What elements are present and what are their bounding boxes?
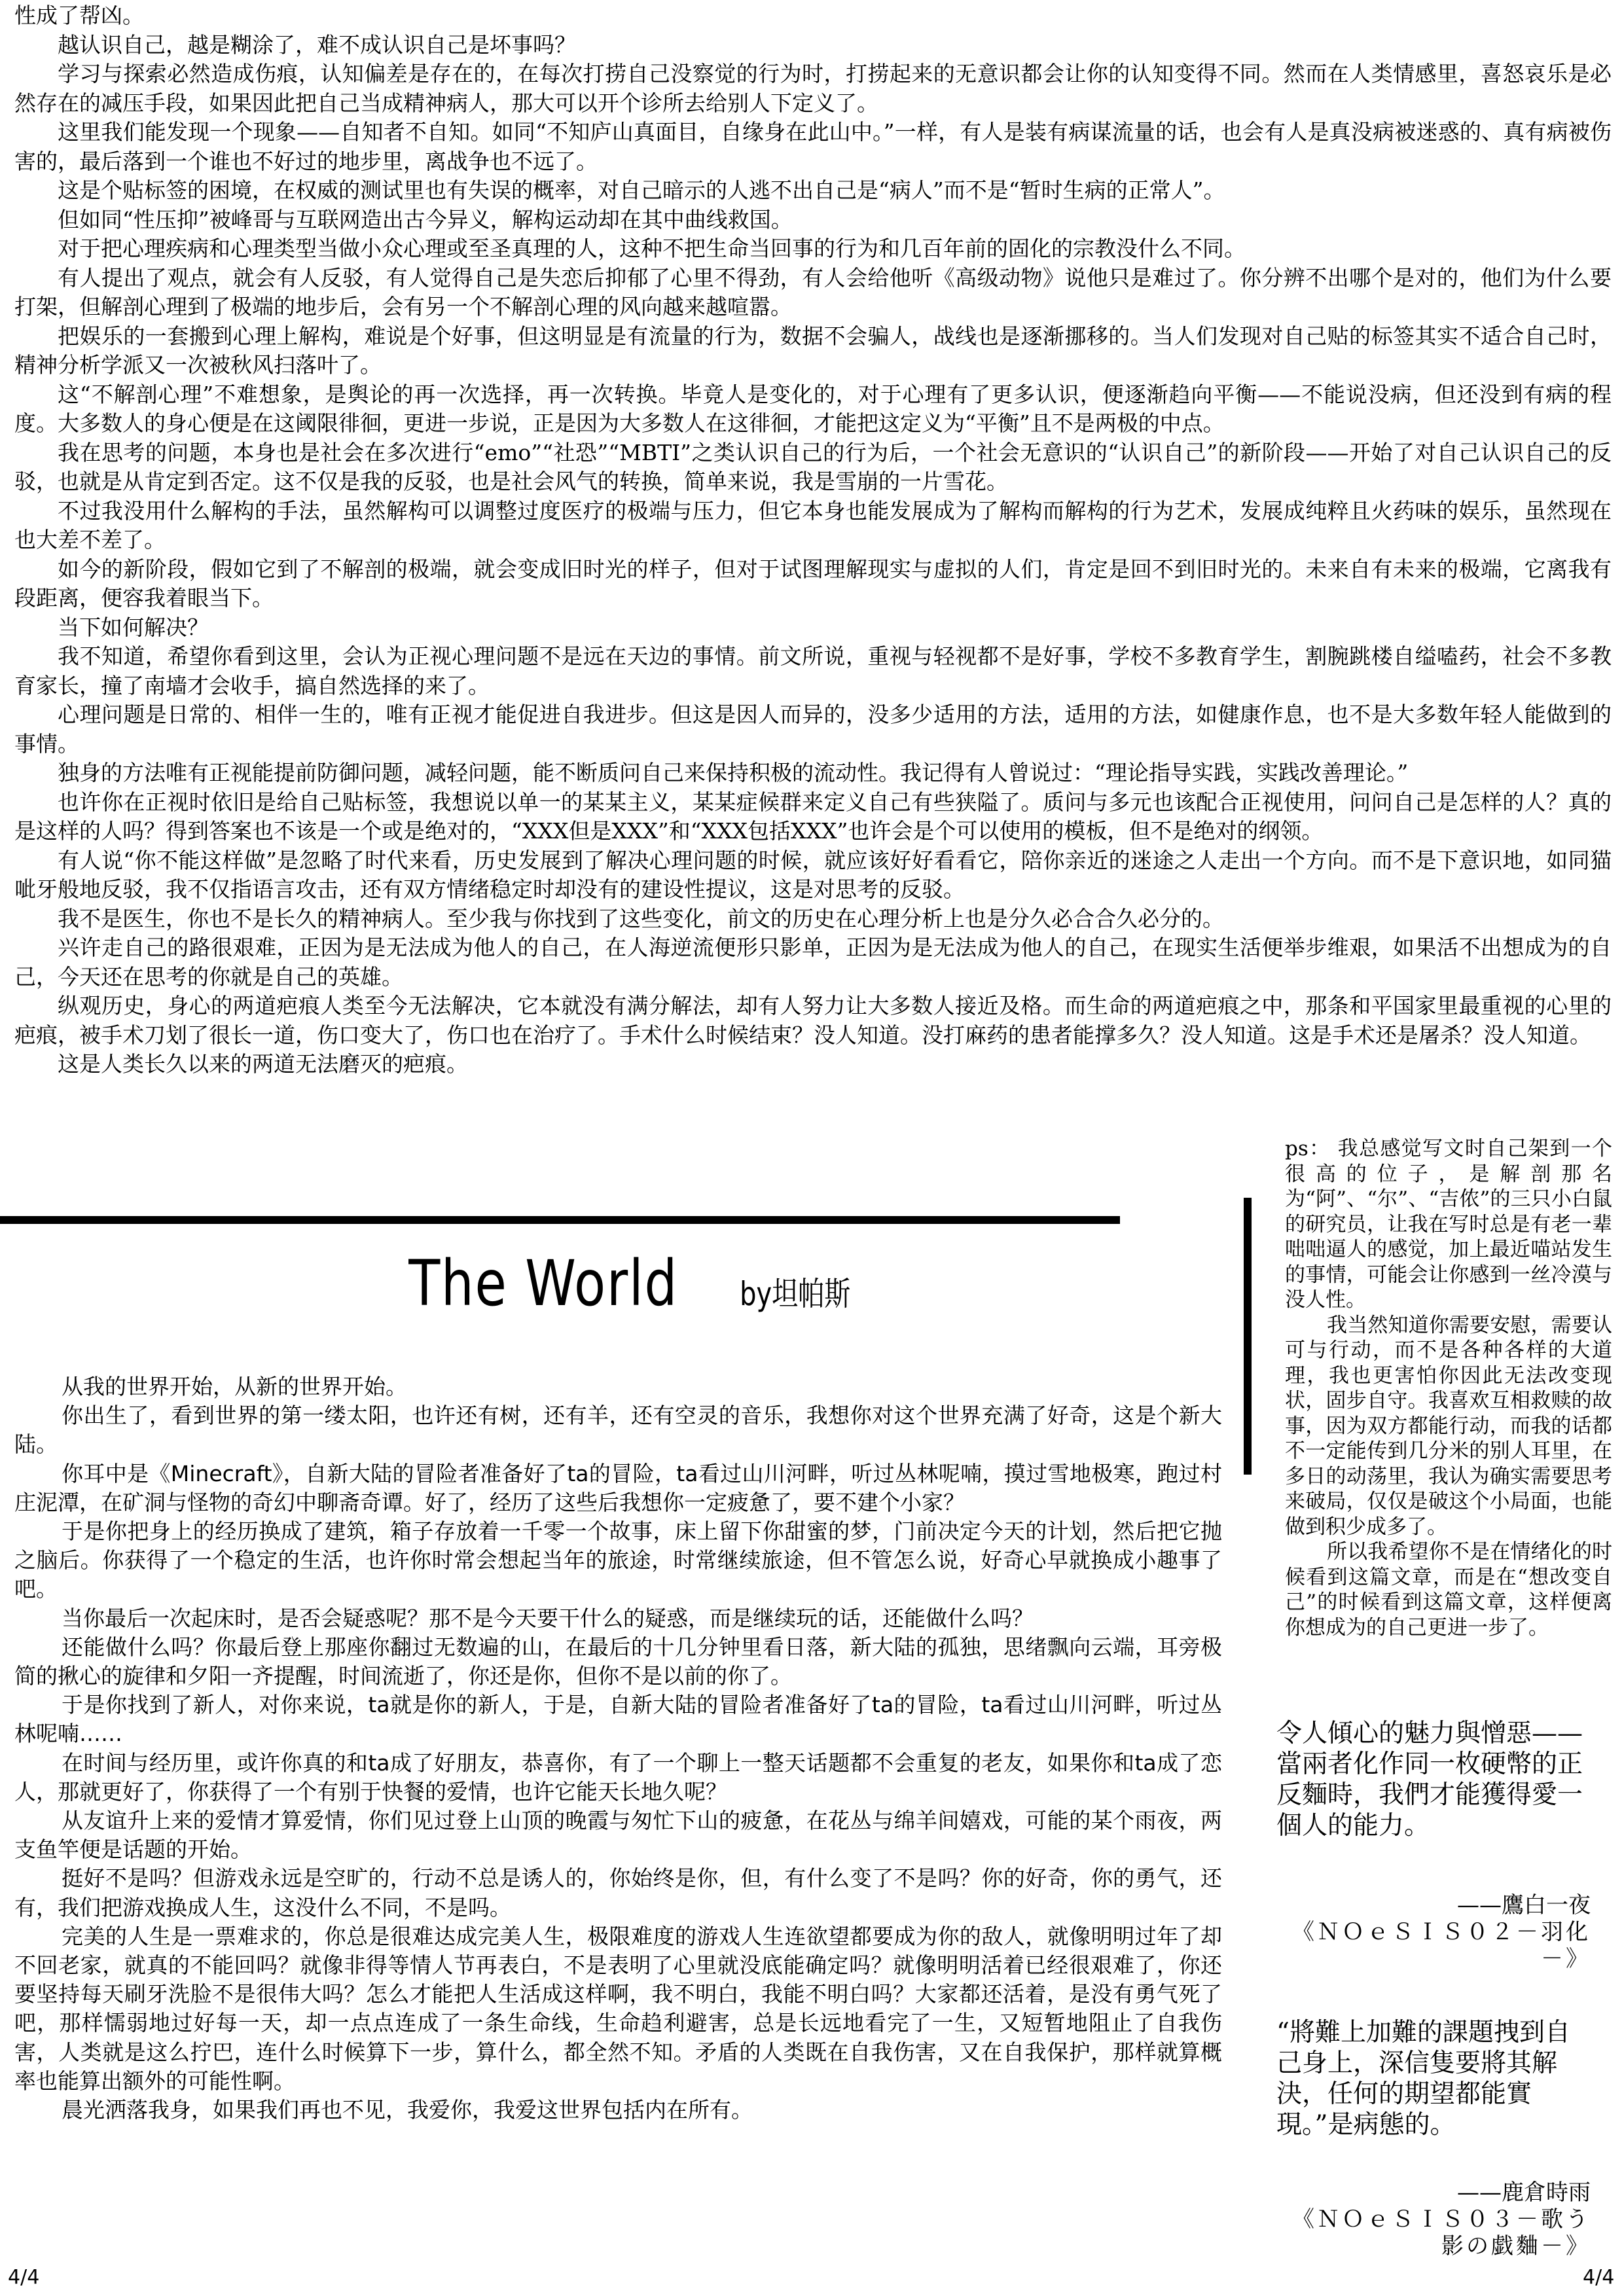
paragraph: 也许你在正视时依旧是给自己贴标签，我想说以单一的某某主义，某某症候群来定义自己有些狭隘了。质问与多元也该配合正视使用，问问自己是怎样的人？真的是这样的人吗？得到答案也不该是一个或是绝对的，“XXX但是XXX”和“XXX包括XXX”也许会是个可以使用的模板，但不是绝对的纲领。 xyxy=(14,789,1612,844)
paragraph: 我不知道，希望你看到这里，会认为正视心理问题不是远在天边的事情。前文所说，重视与轻视都不是好事，学校不多教育学生，割腕跳楼自缢嗑药，社会不多教育家长，撞了南墙才会收手，搞自然选择的来了。 xyxy=(14,643,1612,698)
paragraph: 如今的新阶段，假如它到了不解剖的极端，就会变成旧时光的样子，但对于试图理解现实与虚拟的人们，肯定是回不到旧时光的。未来自有未来的极端，它离我有段距离，便容我着眼当下。 xyxy=(14,556,1612,611)
article-byline: by坦帕斯 xyxy=(740,1275,851,1313)
paragraph: 纵观历史，身心的两道疤痕人类至今无法解决，它本就没有满分解法，却有人努力让大多数人接近及格。而生命的两道疤痕之中，那条和平国家里最重视的心里的疤痕，被手术刀划了很长一道，伤口变大了，伤口也在治疗了。手术什么时候结束？没人知道。没打麻药的患者能撑多久？没人知道。这是手术还是屠杀？没人知道。 xyxy=(14,993,1612,1048)
paragraph: 你耳中是《Minecraft》，自新大陆的冒险者准备好了ta的冒险，ta看过山川河畔，听过丛林呢喃，摸过雪地极寒，跑过村庄泥潭，在矿洞与怪物的奇幻中聊斋奇谭。好了，经历了这些后我想你一定疲惫了，要不建个小家？ xyxy=(14,1460,1222,1515)
ps-paragraph: 我当然知道你需要安慰，需要认可与行动，而不是各种各样的大道理，我也更害怕你因此无法改变现状，固步自守。我喜欢互相救赎的故事，因为双方都能行动，而我的话都不一定能传到几分米的别人耳里，在多日的动荡里，我认为确实需要思考来破局，仅仅是破这个小局面，也能做到积少成多了。 xyxy=(1285,1313,1612,1539)
paragraph: 这里我们能发现一个现象——自知者不自知。如同“不知庐山真面目，自缘身在此山中。”一样，有人是装有病谋流量的话，也会有人是真没病被迷惑的、真有病被伤害的，最后落到一个谁也不好过的地步里，离战争也不远了。 xyxy=(14,119,1612,174)
paragraph: 这“不解剖心理”不难想象，是舆论的再一次选择，再一次转换。毕竟人是变化的，对于心理有了更多认识，便逐渐趋向平衡——不能说没病，但还没到有病的程度。大多数人的身心便是在这阈限徘徊，更进一步说，正是因为大多数人在这徘徊，才能把这定义为“平衡”且不是两极的中点。 xyxy=(14,381,1612,436)
paragraph: 于是你把身上的经历换成了建筑，箱子存放着一千零一个故事，床上留下你甜蜜的梦，门前决定今天的计划，然后把它抛之脑后。你获得了一个稳定的生活，也许你时常会想起当年的旅途，时常继续旅途，但不管怎么说，好奇心早就换成小趣事了吧。 xyxy=(14,1518,1222,1602)
paragraph: 兴许走自己的路很艰难，正因为是无法成为他人的自己，在人海逆流便形只影单，正因为是无法成为他人的自己，在现实生活便举步维艰，如果活不出想成为的自己，今天还在思考的你就是自己的英雄。 xyxy=(14,935,1612,990)
paragraph: 越认识自己，越是糊涂了，难不成认识自己是坏事吗？ xyxy=(58,31,576,58)
paragraph: 晨光洒落我身，如果我们再也不见，我爱你，我爱这世界包括内在所有。 xyxy=(62,2097,753,2123)
page-number-right: 4/4 xyxy=(1583,2266,1615,2289)
paragraph: 有人提出了观点，就会有人反驳，有人觉得自己是失恋后抑郁了心里不得劲，有人会给他听《高级动物》说他只是难过了。你分辨不出哪个是对的，他们为什么要打架，但解剖心理到了极端的地步后，会有另一个不解剖心理的风向越来越喧嚣。 xyxy=(14,264,1612,319)
paragraph: 还能做什么吗？你最后登上那座你翻过无数遍的山，在最后的十几分钟里看日落，新大陆的孤独，思绪飘向云端，耳旁极简的揪心的旋律和夕阳一齐提醒，时间流逝了，你还是你，但你不是以前的你了。 xyxy=(14,1634,1222,1689)
paragraph: 不过我没用什么解构的手法，虽然解构可以调整过度医疗的极端与压力，但它本身也能发展成为了解构而解构的行为艺术，发展成纯粹且火药味的娱乐，虽然现在也大差不差了。 xyxy=(14,497,1612,552)
paragraph: 对于把心理疾病和心理类型当做小众心理或至圣真理的人，这种不把生命当回事的行为和几百年前的固化的宗教没什么不同。 xyxy=(58,236,1246,261)
paragraph: 我在思考的问题，本身也是社会在多次进行“emo”“社恐”“MBTI”之类认识自己的行为后，一个社会无意识的“认识自己”的新阶段——开始了对自己认识自己的反驳，也就是从肯定到否定。这不仅是我的反驳，也是社会风气的转换，简单来说，我是雪崩的一片雪花。 xyxy=(14,439,1612,494)
quote-block xyxy=(1276,1718,1591,1973)
paragraph: 性成了帮凶。 xyxy=(14,3,144,28)
paragraph: 完美的人生是一票难求的，你总是很难达成完美人生，极限难度的游戏人生连欲望都要成为你的敌人，就像明明过年了却不回老家，就真的不能回吗？就像非得等情人节再表白，不是表明了心里就没底能确定吗？就像明明活着已经很艰难了，你还要坚持每天刷牙洗脸不是很伟大吗？怎么才能把人生活成这样啊，我不明白，我能不明白吗？大家都还活着，是没有勇气死了吧，那样懦弱地过好每一天，却一点点连成了一条生命线，生命趋利避害，总是长远地看完了一生，又短暂地阻止了自我伤害，人类就是这么拧巴，连什么时候算下一步，算什么，都全然不知。矛盾的人类既在自我伤害，又在自我保护，那样就算概率也能算出额外的可能性啊。 xyxy=(14,1923,1222,2094)
ps-paragraph: ps： 我总感觉写文时自己架到一个很高的位子，是解剖那名为“阿”、“尔”、“吉侬”的三只小白鼠的研究员，让我在写时总是有老一辈咄咄逼人的感觉，加上最近喵站发生的事情，可能会让你感到一丝冷漠与没人性。 xyxy=(1285,1137,1612,1312)
paragraph: 在时间与经历里，或许你真的和ta成了好朋友，恭喜你，有了一个聊上一整天话题都不会重复的老友，如果你和ta成了恋人，那就更好了，你获得了一个有别于快餐的爱情，也许它能天长地久呢？ xyxy=(14,1749,1222,1804)
paragraph: 把娱乐的一套搬到心理上解构，难说是个好事，但这明显是有流量的行为，数据不会骗人，战线也是逐渐挪移的。当人们发现对自己贴的标签其实不适合自己时，精神分析学派又一次被秋风扫落叶了。 xyxy=(14,323,1612,378)
article-body-the-world xyxy=(14,1372,1222,2125)
paragraph: 从友谊升上来的爱情才算爱情，你们见过登上山顶的晚霞与匆忙下山的疲惫，在花丛与绵羊间嬉戏，可能的某个雨夜，两支鱼竿便是话题的开始。 xyxy=(14,1808,1222,1863)
horizontal-divider xyxy=(0,1216,1120,1224)
ps-note xyxy=(1285,1136,1612,1640)
paragraph: 学习与探索必然造成伤痕，认知偏差是存在的，在每次打捞自己没察觉的行为时，打捞起来的无意识都会让你的认知变得不同。然而在人类情感里，喜怒哀乐是必然存在的减压手段，如果因此把自己当成精神病人，那大可以开个诊所去给别人下定义了。 xyxy=(14,61,1612,116)
quote-author: ——鹿倉時雨 xyxy=(1457,2179,1591,2206)
paragraph: 心理问题是日常的、相伴一生的，唯有正视才能促进自我进步。但这是因人而异的，没多少适用的方法，适用的方法，如健康作息，也不是大多数年轻人能做到的事情。 xyxy=(14,702,1612,757)
paragraph: 我不是医生，你也不是长久的精神病人。至少我与你找到了这些变化，前文的历史在心理分析上也是分久必合合久必分的。 xyxy=(58,905,1224,931)
quote-source: 《ＮＯｅＳＩＳ０２－羽化－》 xyxy=(1292,1919,1591,1972)
ps-paragraph: 所以我希望你不是在情绪化的时候看到这篇文章，而是在“想改变自己”的时候看到这篇文章，这样便离你想成为的自己更进一步了。 xyxy=(1285,1540,1612,1640)
vertical-divider xyxy=(1244,1198,1252,1475)
quote-text: “將難上加難的課題拽到自己身上，深信隻要將其解決，任何的期望都能實現。”是病態的。 xyxy=(1276,2018,1570,2140)
quote-source: 《ＮＯｅＳＩＳ０３－歌う影の戯麯－》 xyxy=(1292,2206,1591,2259)
paragraph: 从我的世界开始，从新的世界开始。 xyxy=(62,1374,407,1399)
paragraph: 挺好不是吗？但游戏永远是空旷的，行动不总是诱人的，你始终是你，但，有什么变了不是吗？你的好奇，你的勇气，还有，我们把游戏换成人生，这没什么不同，不是吗。 xyxy=(14,1865,1222,1920)
quote-block xyxy=(1276,2017,1591,2260)
paragraph: 当下如何解决？ xyxy=(58,614,209,640)
paragraph: 于是你找到了新人，对你来说，ta就是你的新人，于是，自新大陆的冒险者准备好了ta的冒险，ta看过山川河畔，听过丛林呢喃…… xyxy=(14,1692,1222,1747)
paragraph: 你出生了，看到世界的第一缕太阳，也许还有树，还有羊，还有空灵的音乐，我想你对这个世界充满了好奇，这是个新大陆。 xyxy=(14,1403,1222,1458)
paragraph: 这是个贴标签的困境，在权威的测试里也有失误的概率，对自己暗示的人逃不出自己是“病人”而不是“暂时生病的正常人”。 xyxy=(58,177,1225,203)
paragraph: 这是人类长久以来的两道无法磨灭的疤痕。 xyxy=(58,1051,468,1077)
article-title: The World xyxy=(408,1247,679,1320)
paragraph: 但如同“性压抑”被峰哥与互联网造出古今异义，解构运动却在其中曲线救国。 xyxy=(58,206,793,232)
page-number-left: 4/4 xyxy=(8,2266,40,2289)
paragraph: 独身的方法唯有正视能提前防御问题，减轻问题，能不断质问自己来保持积极的流动性。我记得有人曾说过：“理论指导实践，实践改善理论。” xyxy=(58,760,1409,785)
paragraph: 当你最后一次起床时，是否会疑惑呢？那不是今天要干什么的疑惑，而是继续玩的话，还能做什么吗？ xyxy=(62,1605,1034,1631)
article-title-block xyxy=(0,1247,1244,1320)
quote-author: ——鷹白一夜 xyxy=(1457,1892,1591,1918)
paragraph: 有人说“你不能这样做”是忽略了时代来看，历史发展到了解决心理问题的时候，就应该好好看看它，陪你亲近的迷途之人走出一个方向。而不是下意识地，如同猫呲牙般地反驳，我不仅指语言攻击，还有双方情绪稳定时却没有的建设性提议，这是对思考的反驳。 xyxy=(14,847,1612,902)
quote-text: 令人傾心的魅力與憎惡——當兩者化作同一枚硬幣的正反麵時，我們才能獲得愛一個人的能力。 xyxy=(1276,1719,1583,1840)
article-body-psychology xyxy=(14,1,1612,1079)
